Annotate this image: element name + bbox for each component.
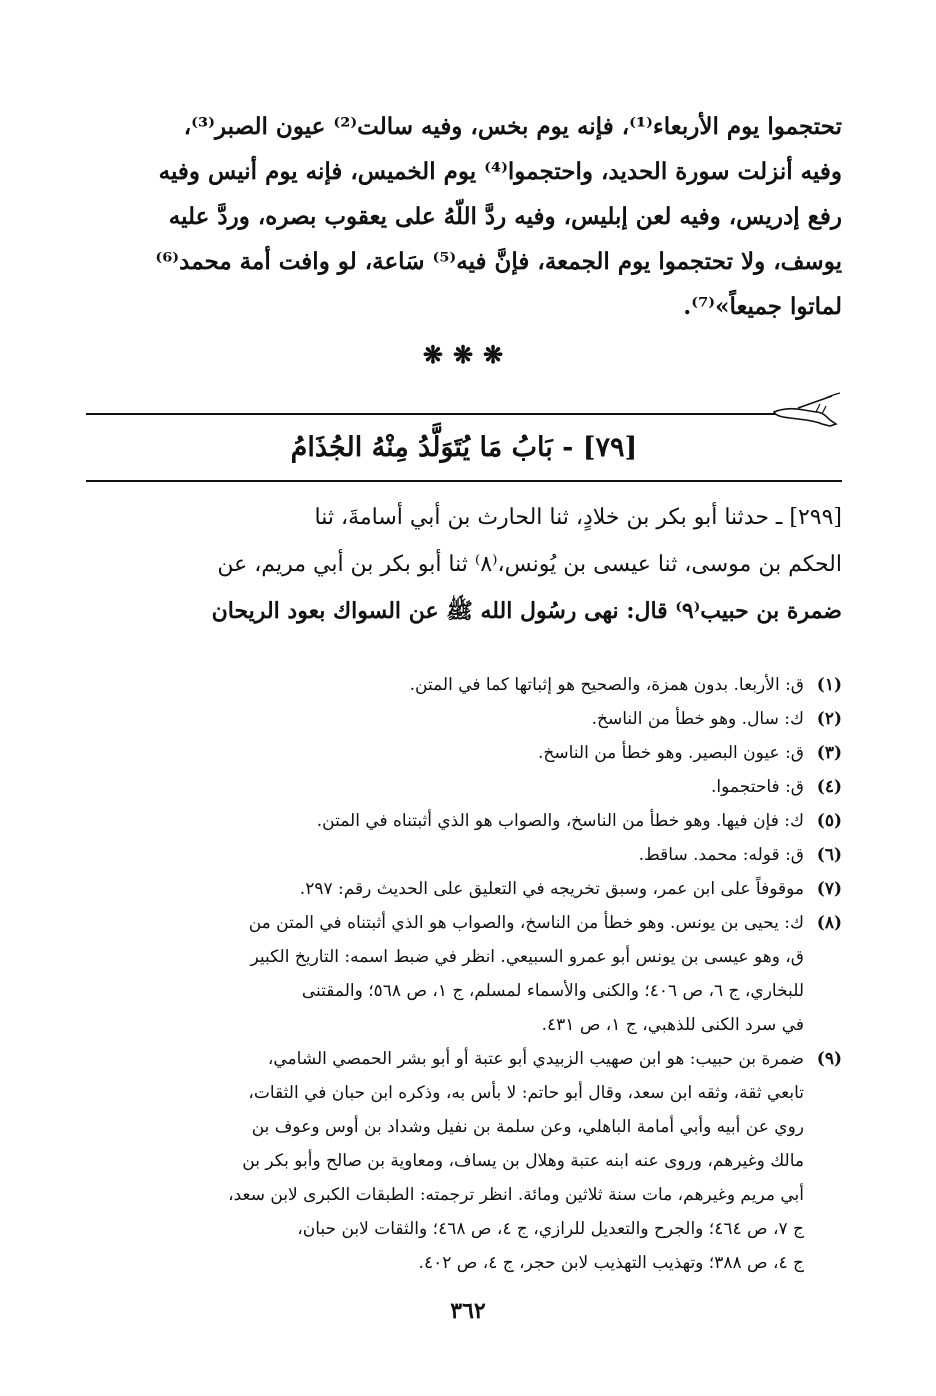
footnote: [100, 872, 842, 906]
footnote-line: ضمرة بن حبيب: هو ابن صهيب الزبيدي أبو عتبة أو أبو بشر الحمصي الشامي،: [267, 1049, 804, 1069]
footnote-line: ج ٧، ص ٤٦٤؛ والجرح والتعديل للرازي، ج ٤، ص ٤٦٨؛ والثقات لابن حبان،: [297, 1219, 804, 1239]
chapter-rule-bottom: [86, 480, 842, 482]
chapter-title: [٧٩] - بَابُ مَا يُتَوَلَّدُ مِنْهُ الجُذَامُ: [290, 432, 638, 463]
footnote-line: ق: عيون البصير. وهو خطأ من الناسخ.: [537, 743, 804, 763]
hadith-line: [٢٩٩] ـ حدثنا أبو بكر بن خلادٍ، ثنا الحارث بن أبي أسامةَ، ثنا: [314, 505, 842, 530]
footnotes: [100, 668, 842, 1280]
section-separator: ❋❋❋: [422, 340, 514, 369]
footnote-line: في سرد الكنى للذهبي، ج ١، ص ٤٣١.: [541, 1015, 804, 1035]
footnote-line: ج ٤، ص ٣٨٨؛ وتهذيب التهذيب لابن حجر، ج ٤، ص ٤٠٢.: [418, 1253, 804, 1273]
footnote-number: (٧): [816, 879, 842, 899]
footnote: [100, 1042, 842, 1280]
footnote-number: (١): [816, 675, 842, 695]
footnote-line: روي عن أبيه وأبي أمامة الباهلي، وعن سلمة بن نفيل وشداد بن أوس وعوف بن: [251, 1117, 804, 1137]
top-paragraph: [86, 104, 842, 329]
hadith-text: [86, 494, 842, 635]
footnote-number: (٥): [816, 811, 842, 831]
footnote-number: (٣): [816, 743, 842, 763]
footnote-line: ك: فإن فيها. وهو خطأ من الناسخ، والصواب هو الذي أثبتناه في المتن.: [316, 811, 804, 831]
footnote: [100, 838, 842, 872]
footnote-line: ق: الأربعا. بدون همزة، والصحيح هو إثباتها كما في المتن.: [409, 675, 804, 695]
footnote-line: ق: فاحتجموا.: [711, 777, 804, 797]
footnote-number: (٨): [816, 913, 842, 933]
footnote: [100, 770, 842, 804]
footnote-line: ك: يحيى بن يونس. وهو خطأ من الناسخ، والصواب هو الذي أثبتناه في المتن من: [248, 913, 804, 933]
page-number: ٣٦٢: [450, 1298, 486, 1324]
footnote: [100, 804, 842, 838]
hadith-line: ضمرة بن حبيب⁽٩⁾ قال: نهى رسُول الله ﷺ عن السواك بعود الريحان: [211, 598, 842, 624]
footnote-number: (٩): [816, 1049, 842, 1069]
footnote: [100, 702, 842, 736]
footnote-line: ق، وهو عيسى بن يونس أبو عمرو السبيعي. انظر في ضبط اسمه: التاريخ الكبير: [250, 947, 804, 967]
hadith-line: الحكم بن موسى، ثنا عيسى بن يُونس،⁽٨⁾ ثنا أبو بكر بن أبي مريم، عن: [217, 552, 842, 577]
top-paragraph-line: رفع إدريس، وفيه لعن إبليس، وفيه ردَّ اللّهُ على يعقوب بصره، وردَّ عليه: [168, 203, 842, 230]
footnote-number: (٢): [816, 709, 842, 729]
footnote-line: موقوفاً على ابن عمر، وسبق تخريجه في التعليق على الحديث رقم: ٢٩٧.: [299, 879, 804, 899]
writing-hand-icon: [770, 390, 842, 430]
footnote-line: ق: قوله: محمد. ساقط.: [638, 845, 804, 865]
top-paragraph-line: تحتجموا يوم الأربعاء⁽¹⁾، فإنه يوم بخس، وفيه سالت⁽²⁾ عيون الصبر⁽³⁾،: [183, 113, 842, 140]
top-paragraph-line: وفيه أنزلت سورة الحديد، واحتجموا⁽⁴⁾ يوم الخميس، فإنه يوم أنيس وفيه: [158, 158, 842, 185]
footnote-line: للبخاري، ج ٦، ص ٤٠٦؛ والكنى والأسماء لمسلم، ج ١، ص ٥٦٨؛ والمقتنى: [301, 981, 804, 1001]
footnote-line: تابعي ثقة، وثقه ابن سعد، وقال أبو حاتم: لا بأس به، وذكره ابن حبان في الثقات،: [248, 1083, 804, 1103]
footnote: [100, 906, 842, 1042]
footnote-line: مالك وغيرهم، وروى عنه ابنه عتبة وهلال بن يساف، ومعاوية بن صالح وأبو بكر بن: [242, 1151, 804, 1171]
chapter-rule-top: [86, 413, 776, 415]
footnote: [100, 736, 842, 770]
footnote: [100, 668, 842, 702]
footnote-number: (٤): [816, 777, 842, 797]
footnote-line: أبي مريم وغيرهم، مات سنة ثلاثين ومائة. انظر ترجمته: الطبقات الكبرى لابن سعد،: [228, 1185, 804, 1205]
footnote-line: ك: سال. وهو خطأ من الناسخ.: [591, 709, 804, 729]
footnote-number: (٦): [816, 845, 842, 865]
top-paragraph-line: يوسف، ولا تحتجموا يوم الجمعة، فإنَّ فيه⁽⁵⁾ سَاعة، لو وافت أمة محمد⁽⁶⁾: [155, 248, 842, 275]
top-paragraph-line: لماتوا جميعاً»⁽⁷⁾.: [683, 293, 842, 320]
